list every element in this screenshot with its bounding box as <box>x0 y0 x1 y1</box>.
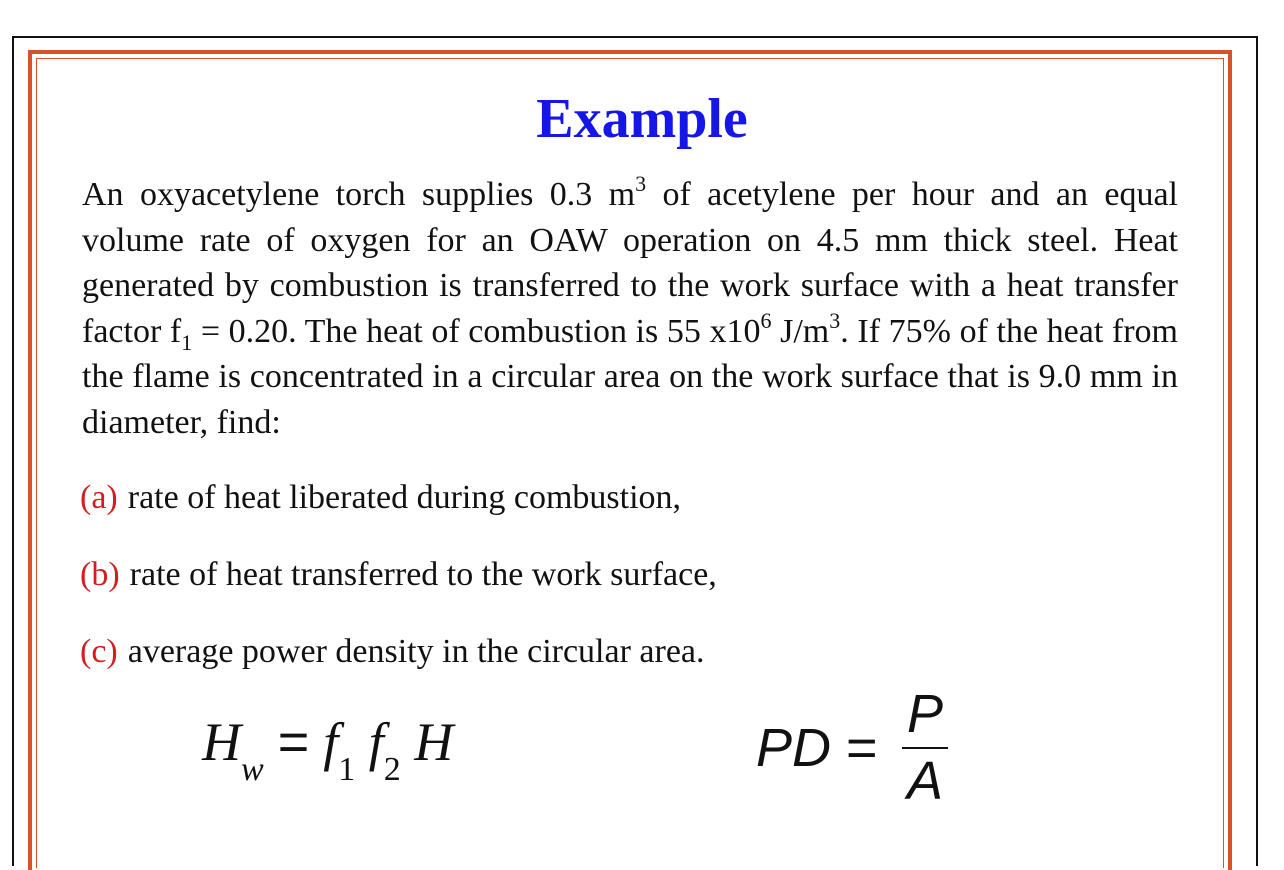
fraction-denominator: A <box>906 751 944 811</box>
text-run: = 0.20. The heat of combustion is 55 x10 <box>192 312 761 350</box>
question-text: average power density in the circular area. <box>127 633 705 670</box>
formula-subscript-w: w <box>241 751 264 788</box>
question-c <box>80 632 705 672</box>
formula-equals: = <box>277 712 310 772</box>
text-run: . If 75% of the heat from the flame is concentrated in a circular area on the work surface that is 9.0 mm in diameter, find: <box>82 312 1179 441</box>
formula-symbol-h: H <box>202 712 241 772</box>
formula-symbol-f1: f <box>323 712 339 772</box>
fraction-bar <box>902 747 948 749</box>
superscript: 3 <box>829 307 841 333</box>
question-a <box>80 478 681 518</box>
superscript: 3 <box>635 171 647 196</box>
formula-symbol-f2: f <box>368 712 384 772</box>
formula-symbol-pd: PD <box>756 718 832 778</box>
text-run: J/m <box>771 312 830 350</box>
question-label: (a) <box>80 479 118 516</box>
fraction-numerator: P <box>906 684 944 744</box>
heat-transfer-formula <box>202 712 453 800</box>
question-text: rate of heat liberated during combustion, <box>127 479 682 516</box>
subscript: 1 <box>181 329 193 355</box>
text-run: of acetylene per hour and an equal volume rate of oxygen for an OAW operation on 4.5 mm thick steel. Heat generated by combustion is transferred to the work surface with a heat transfer factor f <box>82 176 1179 350</box>
formula-lhs <box>756 718 878 778</box>
problem-statement <box>82 172 1178 445</box>
formula-symbol-h-rhs: H <box>414 712 454 772</box>
text-run: An oxyacetylene torch supplies 0.3 m <box>82 176 636 213</box>
question-b <box>80 555 717 595</box>
question-label: (c) <box>80 633 118 670</box>
formula-subscript-1: 1 <box>338 751 356 788</box>
superscript: 6 <box>760 307 772 333</box>
formula-equals: = <box>846 718 878 778</box>
slide-title: Example <box>536 88 748 150</box>
question-label: (b) <box>80 556 120 593</box>
question-text: rate of heat transferred to the work surface, <box>129 556 717 593</box>
formula-subscript-2: 2 <box>383 751 401 788</box>
formula-fraction <box>902 684 948 811</box>
